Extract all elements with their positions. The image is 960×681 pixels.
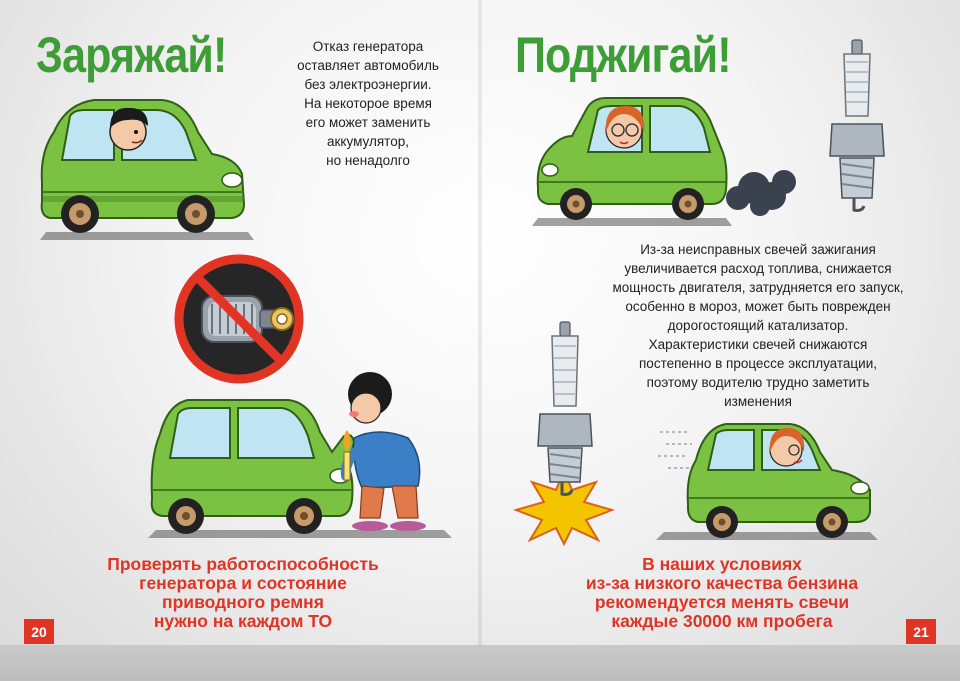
right-bottom-line: из-за низкого качества бензина [585, 573, 859, 593]
right-page-bottom-text [522, 555, 922, 631]
car-with-open-hood-illustration [148, 366, 448, 542]
left-desc-line: аккумулятор, [327, 134, 409, 149]
right-page-description [578, 240, 938, 411]
right-page-title: Поджигай! [515, 27, 731, 83]
right-desc-line: особенно в мороз, может быть поврежден [625, 299, 891, 314]
left-bottom-line: нужно на каждом ТО [153, 611, 333, 631]
boy-with-candle-illustration [344, 372, 427, 531]
left-desc-line: оставляет автомобиль [297, 58, 439, 73]
spark-plug-with-spark-illustration [512, 322, 616, 544]
left-desc-line: его может заменить [305, 115, 431, 130]
left-bottom-line: приводного ремня [162, 592, 324, 612]
right-desc-line: Характеристики свечей снижаются [648, 337, 868, 352]
left-page-title: Заряжай! [36, 27, 227, 83]
right-desc-line: Из-за неисправных свечей зажигания [640, 242, 876, 257]
car-illustration [656, 404, 882, 544]
right-page-number: 21 [906, 619, 936, 644]
left-page-description [280, 37, 456, 170]
page-fold [478, 0, 482, 681]
bottom-band [0, 645, 960, 681]
car-illustration [532, 80, 802, 230]
exhaust-smoke-icon [726, 170, 796, 216]
right-desc-line: изменения [724, 394, 792, 409]
left-desc-line: На некоторое время [304, 96, 432, 111]
right-desc-line: мощность двигателя, затрудняется его запуск, [612, 280, 904, 295]
left-desc-line: но ненадолго [326, 153, 410, 168]
right-bottom-line: В наших условиях [642, 554, 802, 574]
left-page-bottom-text [60, 555, 426, 631]
right-bottom-line: каждые 30000 км пробега [611, 611, 833, 631]
left-bottom-line: Проверять работоспособность [107, 554, 379, 574]
right-bottom-line: рекомендуется менять свечи [594, 592, 850, 612]
right-desc-line: дорогостоящий катализатор. [667, 318, 849, 333]
left-bottom-line: генератора и состояние [139, 573, 347, 593]
right-desc-line: увеличивается расход топлива, снижается [624, 261, 892, 276]
left-page-number: 20 [24, 619, 54, 644]
left-desc-line: Отказ генератора [312, 39, 424, 54]
right-desc-line: постепенно в процессе эксплуатации, [639, 356, 877, 371]
left-desc-line: без электроэнергии. [304, 77, 432, 92]
spark-plug-icon [826, 38, 888, 220]
right-desc-line: поэтому водителю трудно заметить [646, 375, 870, 390]
car-illustration [36, 92, 258, 244]
